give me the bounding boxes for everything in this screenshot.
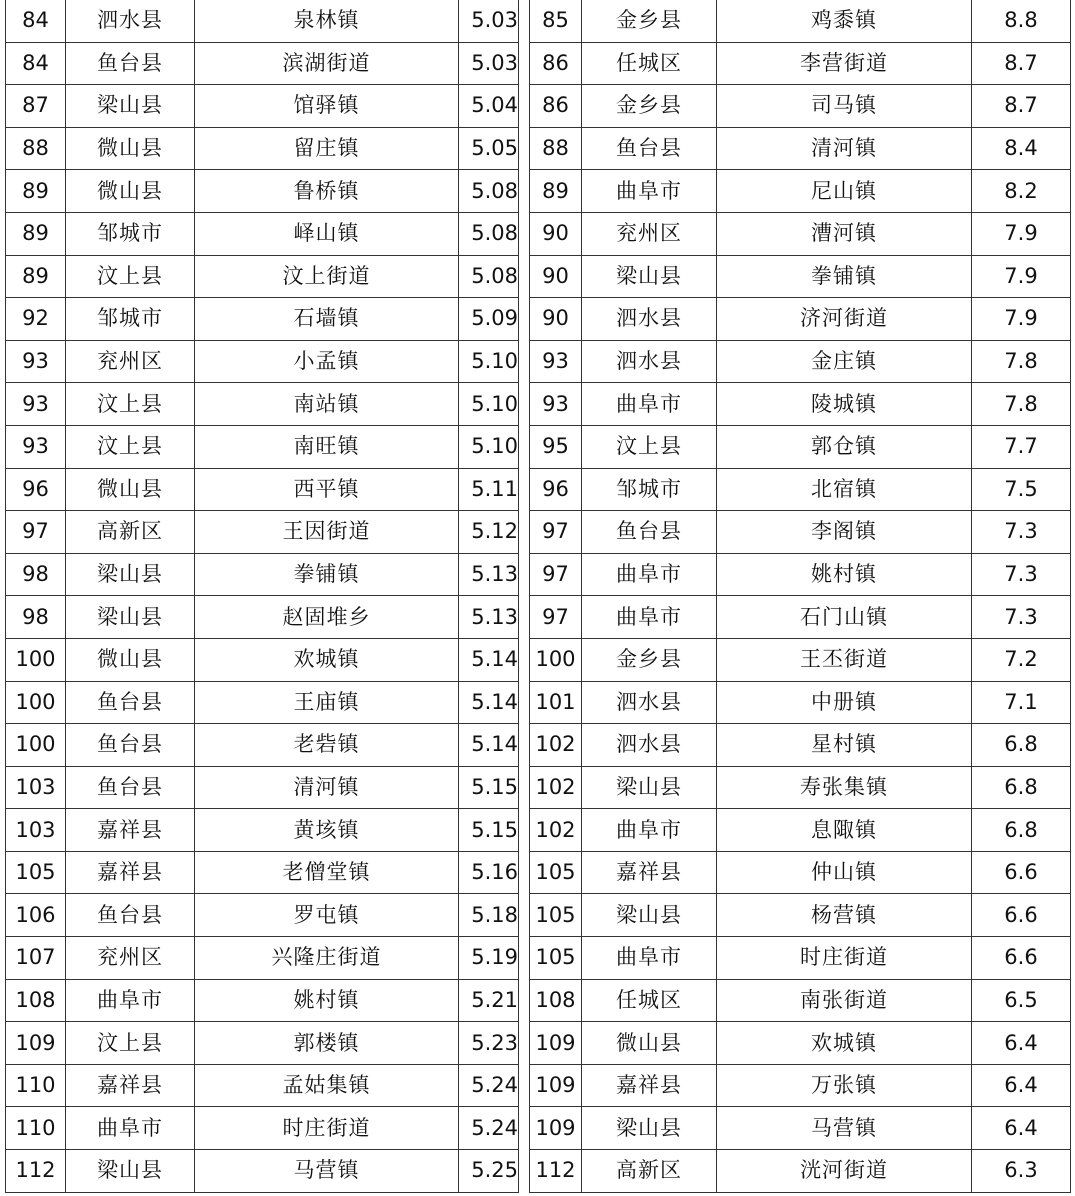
town-cell: 鲁桥镇 [195,170,459,213]
county-cell: 泗水县 [582,681,717,724]
rank-cell: 86 [530,85,582,128]
value-cell: 5.10 [459,425,519,468]
value-cell: 7.9 [972,255,1071,298]
county-cell: 汶上县 [66,1022,195,1065]
table-row [6,979,519,1022]
rank-cell: 90 [530,298,582,341]
town-cell: 时庄街道 [195,1107,459,1150]
value-cell: 5.14 [459,724,519,767]
table-row [530,255,1071,298]
table-row [530,553,1071,596]
town-cell: 郭仓镇 [717,425,972,468]
town-cell: 鸡黍镇 [717,0,972,42]
value-cell: 5.05 [459,127,519,170]
table-row [530,766,1071,809]
value-cell: 7.3 [972,511,1071,554]
value-cell: 5.08 [459,255,519,298]
town-cell: 陵城镇 [717,383,972,426]
rank-cell: 108 [530,979,582,1022]
town-cell: 拳铺镇 [717,255,972,298]
table-row [530,42,1071,85]
county-cell: 梁山县 [582,766,717,809]
table-row [6,851,519,894]
rank-cell: 92 [6,298,66,341]
table-row [6,511,519,554]
town-cell: 姚村镇 [717,553,972,596]
value-cell: 5.13 [459,553,519,596]
county-cell: 梁山县 [66,596,195,639]
town-cell: 李阁镇 [717,511,972,554]
town-cell: 汶上街道 [195,255,459,298]
county-cell: 邹城市 [582,468,717,511]
county-cell: 邹城市 [66,298,195,341]
town-cell: 清河镇 [195,766,459,809]
rank-cell: 96 [6,468,66,511]
county-cell: 梁山县 [582,255,717,298]
value-cell: 5.16 [459,851,519,894]
county-cell: 曲阜市 [582,809,717,852]
rank-cell: 105 [6,851,66,894]
town-cell: 滨湖街道 [195,42,459,85]
county-cell: 兖州区 [66,340,195,383]
county-cell: 金乡县 [582,85,717,128]
county-cell: 汶上县 [66,383,195,426]
rank-cell: 100 [6,638,66,681]
table-row [6,766,519,809]
town-cell: 北宿镇 [717,468,972,511]
table-row [530,1107,1071,1150]
right-table-body [530,0,1071,1192]
value-cell: 5.10 [459,340,519,383]
table-row [6,681,519,724]
county-cell: 鱼台县 [66,42,195,85]
value-cell: 5.13 [459,596,519,639]
town-cell: 欢城镇 [717,1022,972,1065]
value-cell: 7.3 [972,553,1071,596]
county-cell: 泗水县 [66,0,195,42]
county-cell: 邹城市 [66,212,195,255]
table-row [6,383,519,426]
rank-cell: 84 [6,42,66,85]
county-cell: 鱼台县 [66,681,195,724]
town-cell: 尼山镇 [717,170,972,213]
town-cell: 欢城镇 [195,638,459,681]
county-cell: 高新区 [66,511,195,554]
value-cell: 5.24 [459,1107,519,1150]
value-cell: 8.7 [972,85,1071,128]
town-cell: 馆驿镇 [195,85,459,128]
value-cell: 5.18 [459,894,519,937]
table-row [530,937,1071,980]
table-row [6,298,519,341]
rank-cell: 84 [6,0,66,42]
value-cell: 5.24 [459,1064,519,1107]
table-row [530,894,1071,937]
county-cell: 微山县 [66,127,195,170]
table-row [6,596,519,639]
town-cell: 中册镇 [717,681,972,724]
town-cell: 西平镇 [195,468,459,511]
county-cell: 鱼台县 [582,511,717,554]
town-cell: 罗屯镇 [195,894,459,937]
table-row [6,638,519,681]
county-cell: 梁山县 [582,894,717,937]
town-cell: 洸河街道 [717,1150,972,1193]
value-cell: 7.9 [972,298,1071,341]
rank-cell: 90 [530,255,582,298]
rank-cell: 110 [6,1107,66,1150]
rank-cell: 108 [6,979,66,1022]
county-cell: 泗水县 [582,724,717,767]
table-row [6,170,519,213]
rank-cell: 107 [6,937,66,980]
county-cell: 嘉祥县 [582,1064,717,1107]
value-cell: 6.6 [972,937,1071,980]
table-row [530,511,1071,554]
county-cell: 嘉祥县 [66,851,195,894]
value-cell: 6.6 [972,894,1071,937]
town-cell: 漕河镇 [717,212,972,255]
value-cell: 5.15 [459,766,519,809]
town-cell: 万张镇 [717,1064,972,1107]
table-row [530,681,1071,724]
table-row [6,42,519,85]
table-row [6,937,519,980]
county-cell: 金乡县 [582,0,717,42]
value-cell: 8.2 [972,170,1071,213]
rank-cell: 103 [6,809,66,852]
value-cell: 5.21 [459,979,519,1022]
town-cell: 黄垓镇 [195,809,459,852]
value-cell: 6.8 [972,809,1071,852]
county-cell: 梁山县 [582,1107,717,1150]
table-row [6,85,519,128]
table-row [6,0,519,42]
county-cell: 曲阜市 [582,170,717,213]
table-row [530,170,1071,213]
rank-cell: 105 [530,894,582,937]
value-cell: 5.09 [459,298,519,341]
value-cell: 5.11 [459,468,519,511]
town-cell: 石墙镇 [195,298,459,341]
rank-cell: 87 [6,85,66,128]
value-cell: 6.4 [972,1107,1071,1150]
value-cell: 5.04 [459,85,519,128]
town-cell: 拳铺镇 [195,553,459,596]
county-cell: 高新区 [582,1150,717,1193]
county-cell: 鱼台县 [66,766,195,809]
rank-cell: 96 [530,468,582,511]
county-cell: 任城区 [582,979,717,1022]
value-cell: 5.14 [459,681,519,724]
rank-cell: 85 [530,0,582,42]
table-row [6,1064,519,1107]
county-cell: 梁山县 [66,85,195,128]
county-cell: 泗水县 [582,340,717,383]
county-cell: 嘉祥县 [66,1064,195,1107]
rank-cell: 89 [6,212,66,255]
town-cell: 马营镇 [195,1150,459,1193]
county-cell: 微山县 [582,1022,717,1065]
rank-cell: 97 [6,511,66,554]
county-cell: 汶上县 [66,425,195,468]
rank-cell: 109 [530,1022,582,1065]
rank-cell: 100 [6,681,66,724]
table-row [6,1150,519,1193]
town-cell: 杨营镇 [717,894,972,937]
table-row [6,1022,519,1065]
rank-cell: 102 [530,766,582,809]
value-cell: 5.03 [459,0,519,42]
county-cell: 梁山县 [66,553,195,596]
value-cell: 5.03 [459,42,519,85]
county-cell: 鱼台县 [66,724,195,767]
value-cell: 8.7 [972,42,1071,85]
county-cell: 汶上县 [582,425,717,468]
table-row [530,596,1071,639]
value-cell: 6.8 [972,766,1071,809]
rank-cell: 98 [6,553,66,596]
county-cell: 曲阜市 [582,596,717,639]
county-cell: 曲阜市 [582,553,717,596]
rank-cell: 102 [530,724,582,767]
table-row [530,468,1071,511]
rank-cell: 100 [6,724,66,767]
county-cell: 曲阜市 [582,383,717,426]
left-ranking-table [5,0,519,1193]
rank-cell: 89 [530,170,582,213]
town-cell: 息陬镇 [717,809,972,852]
county-cell: 梁山县 [66,1150,195,1193]
value-cell: 5.23 [459,1022,519,1065]
town-cell: 金庄镇 [717,340,972,383]
value-cell: 5.15 [459,809,519,852]
table-row [530,340,1071,383]
right-ranking-table [529,0,1071,1193]
table-row [6,255,519,298]
town-cell: 老僧堂镇 [195,851,459,894]
rank-cell: 93 [530,383,582,426]
rank-cell: 109 [530,1064,582,1107]
town-cell: 李营街道 [717,42,972,85]
rank-cell: 109 [530,1107,582,1150]
town-cell: 泉林镇 [195,0,459,42]
county-cell: 鱼台县 [66,894,195,937]
town-cell: 峄山镇 [195,212,459,255]
value-cell: 8.4 [972,127,1071,170]
county-cell: 兖州区 [66,937,195,980]
value-cell: 7.9 [972,212,1071,255]
table-row [530,85,1071,128]
table-row [6,894,519,937]
town-cell: 南张街道 [717,979,972,1022]
county-cell: 微山县 [66,468,195,511]
value-cell: 6.8 [972,724,1071,767]
rank-cell: 93 [530,340,582,383]
value-cell: 5.10 [459,383,519,426]
value-cell: 5.25 [459,1150,519,1193]
county-cell: 汶上县 [66,255,195,298]
town-cell: 清河镇 [717,127,972,170]
value-cell: 7.8 [972,383,1071,426]
town-cell: 兴隆庄街道 [195,937,459,980]
rank-cell: 90 [530,212,582,255]
rank-cell: 89 [6,170,66,213]
rank-cell: 95 [530,425,582,468]
table-row [530,425,1071,468]
value-cell: 6.6 [972,851,1071,894]
value-cell: 5.08 [459,212,519,255]
town-cell: 南站镇 [195,383,459,426]
rank-cell: 106 [6,894,66,937]
table-row [530,809,1071,852]
table-row [530,638,1071,681]
rank-cell: 103 [6,766,66,809]
value-cell: 7.5 [972,468,1071,511]
town-cell: 孟姑集镇 [195,1064,459,1107]
table-row [530,298,1071,341]
county-cell: 嘉祥县 [66,809,195,852]
county-cell: 曲阜市 [582,937,717,980]
rank-cell: 89 [6,255,66,298]
table-row [530,1064,1071,1107]
table-row [530,851,1071,894]
town-cell: 马营镇 [717,1107,972,1150]
town-cell: 王因街道 [195,511,459,554]
town-cell: 留庄镇 [195,127,459,170]
table-row [530,979,1071,1022]
town-cell: 司马镇 [717,85,972,128]
value-cell: 6.4 [972,1064,1071,1107]
rank-cell: 102 [530,809,582,852]
town-cell: 王丕街道 [717,638,972,681]
rank-cell: 101 [530,681,582,724]
table-row [530,724,1071,767]
county-cell: 曲阜市 [66,979,195,1022]
value-cell: 6.5 [972,979,1071,1022]
county-cell: 曲阜市 [66,1107,195,1150]
rank-cell: 105 [530,851,582,894]
table-row [6,724,519,767]
value-cell: 6.3 [972,1150,1071,1193]
county-cell: 微山县 [66,638,195,681]
value-cell: 5.19 [459,937,519,980]
table-row [530,383,1071,426]
table-row [530,212,1071,255]
town-cell: 时庄街道 [717,937,972,980]
town-cell: 姚村镇 [195,979,459,1022]
value-cell: 5.14 [459,638,519,681]
table-row [6,468,519,511]
value-cell: 7.3 [972,596,1071,639]
rank-cell: 109 [6,1022,66,1065]
town-cell: 石门山镇 [717,596,972,639]
town-cell: 郭楼镇 [195,1022,459,1065]
rank-cell: 93 [6,425,66,468]
table-row [6,212,519,255]
county-cell: 兖州区 [582,212,717,255]
table-row [6,340,519,383]
rank-cell: 97 [530,596,582,639]
value-cell: 5.08 [459,170,519,213]
county-cell: 嘉祥县 [582,851,717,894]
county-cell: 任城区 [582,42,717,85]
table-row [6,809,519,852]
rank-cell: 112 [6,1150,66,1193]
town-cell: 老砦镇 [195,724,459,767]
value-cell: 7.7 [972,425,1071,468]
town-cell: 小孟镇 [195,340,459,383]
rank-cell: 110 [6,1064,66,1107]
town-cell: 南旺镇 [195,425,459,468]
table-row [530,127,1071,170]
rank-cell: 105 [530,937,582,980]
value-cell: 5.12 [459,511,519,554]
value-cell: 6.4 [972,1022,1071,1065]
rank-cell: 98 [6,596,66,639]
table-row [530,0,1071,42]
left-table-body [6,0,519,1192]
county-cell: 泗水县 [582,298,717,341]
county-cell: 金乡县 [582,638,717,681]
value-cell: 8.8 [972,0,1071,42]
table-row [530,1150,1071,1193]
town-cell: 赵固堆乡 [195,596,459,639]
rank-cell: 97 [530,511,582,554]
county-cell: 鱼台县 [582,127,717,170]
rank-cell: 112 [530,1150,582,1193]
table-row [6,127,519,170]
rank-cell: 100 [530,638,582,681]
value-cell: 7.1 [972,681,1071,724]
rank-cell: 88 [530,127,582,170]
rank-cell: 86 [530,42,582,85]
town-cell: 济河街道 [717,298,972,341]
table-row [6,553,519,596]
town-cell: 仲山镇 [717,851,972,894]
county-cell: 微山县 [66,170,195,213]
table-row [530,1022,1071,1065]
table-row [6,1107,519,1150]
table-row [6,425,519,468]
rank-cell: 93 [6,340,66,383]
town-cell: 王庙镇 [195,681,459,724]
town-cell: 寿张集镇 [717,766,972,809]
rank-cell: 93 [6,383,66,426]
rank-cell: 97 [530,553,582,596]
value-cell: 7.2 [972,638,1071,681]
rank-cell: 88 [6,127,66,170]
town-cell: 星村镇 [717,724,972,767]
value-cell: 7.8 [972,340,1071,383]
